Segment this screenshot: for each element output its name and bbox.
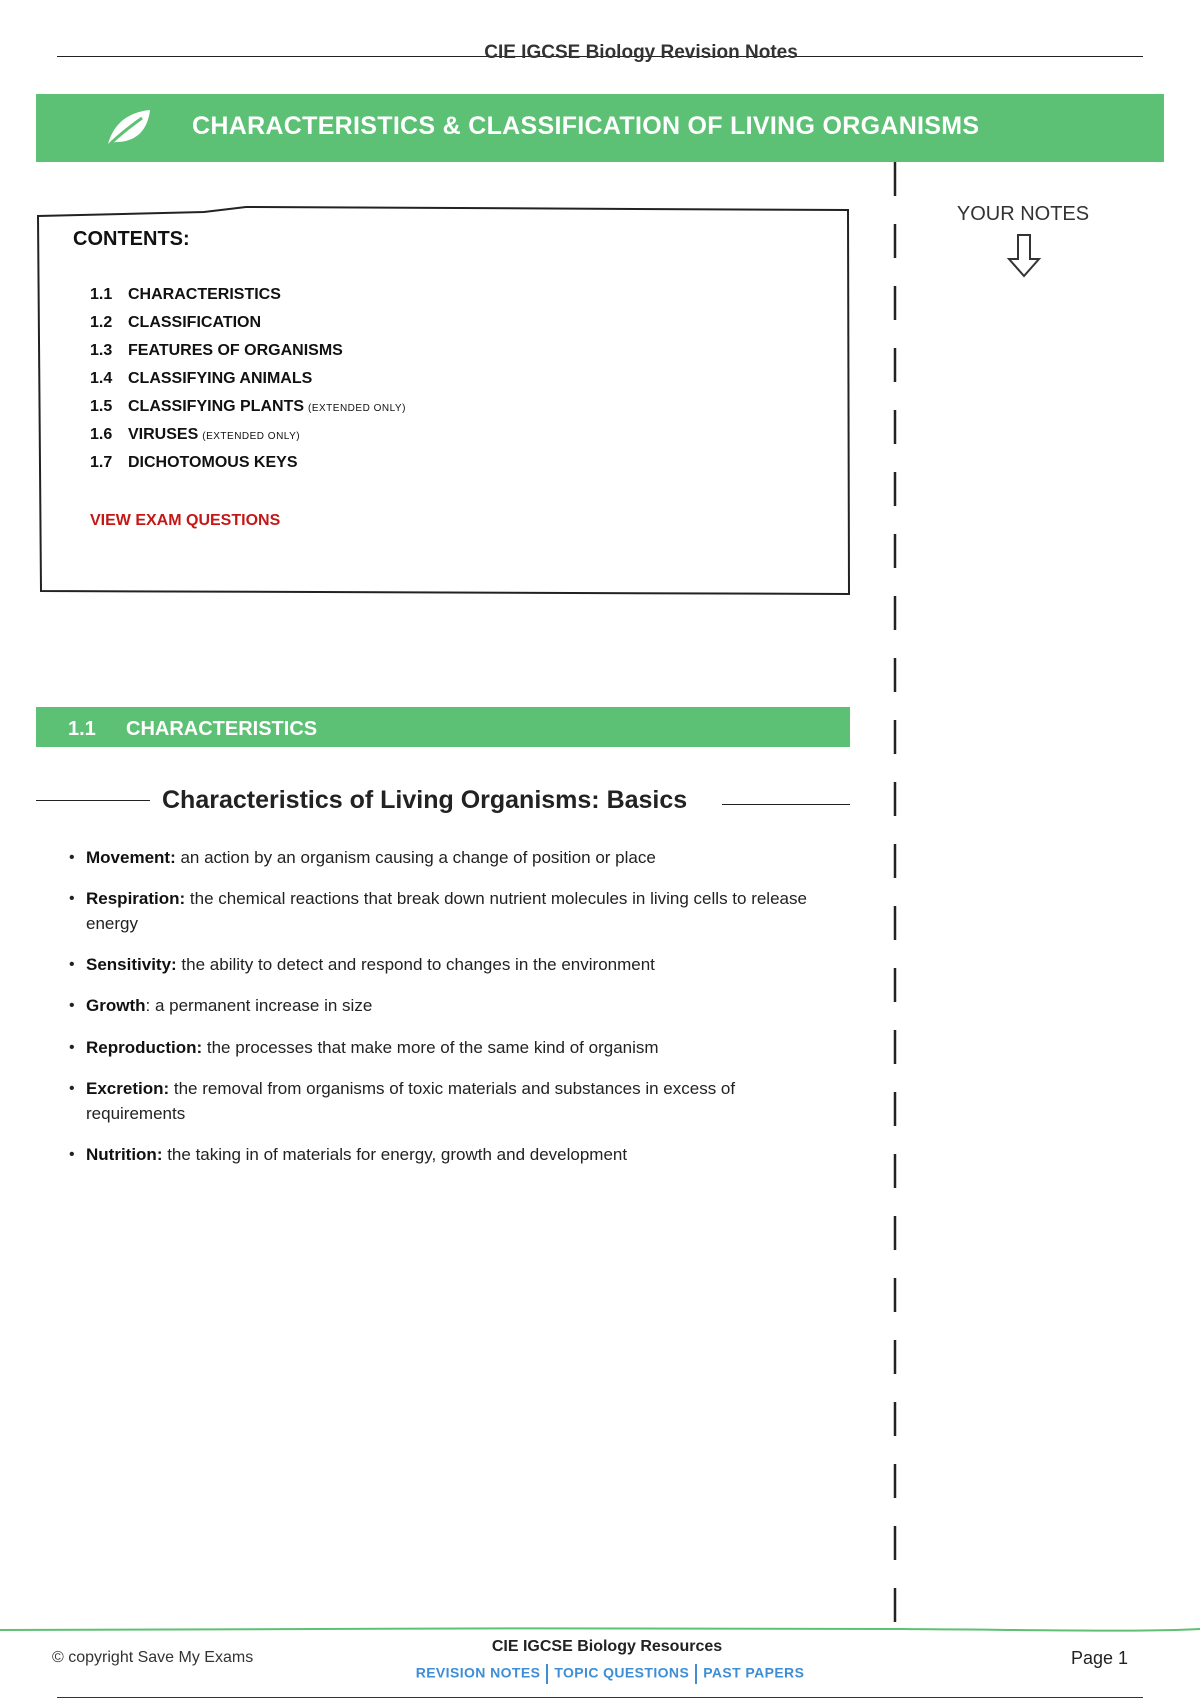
- bullet-text: : a permanent increase in size: [145, 996, 373, 1015]
- toc-item-label: DICHOTOMOUS KEYS: [128, 454, 298, 471]
- subheading-rule-left: [36, 800, 150, 801]
- bullet-term: Sensitivity:: [86, 955, 177, 974]
- bullet-text: the chemical reactions that break down nutrient molecules in living cells to release energy: [86, 889, 807, 933]
- footer-link-topic-questions[interactable]: TOPIC QUESTIONS: [554, 1664, 690, 1681]
- bullet-growth: [86, 993, 826, 1018]
- topic-title: CHARACTERISTICS & CLASSIFICATION OF LIVING ORGANISMS: [192, 112, 980, 140]
- bullet-term: Respiration:: [86, 889, 186, 908]
- toc-item-note: (EXTENDED ONLY): [308, 403, 406, 414]
- bullet-nutrition: [86, 1142, 826, 1167]
- bullet-text: the taking in of materials for energy, growth and development: [162, 1145, 628, 1164]
- toc-item-note: (EXTENDED ONLY): [202, 431, 301, 442]
- bullet-text: the removal from organisms of toxic materials and substances in excess of requirements: [86, 1079, 736, 1123]
- bullet-term: Reproduction:: [86, 1038, 203, 1057]
- toc-item-label: CHARACTERISTICS: [128, 286, 281, 303]
- subheading-rule-right: [722, 804, 850, 805]
- footer-link-revision-notes[interactable]: REVISION NOTES: [415, 1664, 541, 1681]
- subheading: Characteristics of Living Organisms: Basics: [162, 786, 688, 814]
- toc-item-label: FEATURES OF ORGANISMS: [128, 342, 343, 359]
- toc-item-number: 1.3: [90, 342, 113, 359]
- bullet-term: Movement:: [86, 848, 176, 867]
- toc-item-classifying-plants[interactable]: [90, 398, 406, 416]
- bullet-term: Growth: [86, 996, 146, 1015]
- footer-link-past-papers[interactable]: PAST PAPERS: [703, 1664, 805, 1681]
- bullet-term: Nutrition:: [86, 1145, 163, 1164]
- toc-item-features-of-organisms[interactable]: [90, 342, 343, 360]
- bullet-movement: [86, 845, 826, 870]
- toc-item-number: 1.4: [90, 370, 113, 387]
- view-exam-questions-link[interactable]: VIEW EXAM QUESTIONS: [90, 512, 281, 529]
- bullet-text: the processes that make more of the same kind of organism: [202, 1038, 659, 1057]
- section-title: CHARACTERISTICS: [126, 718, 318, 740]
- toc-item-classification[interactable]: [90, 314, 261, 332]
- footer-separator: [695, 1664, 697, 1684]
- footer-separator: [546, 1664, 548, 1684]
- page-number: Page 1: [1071, 1648, 1129, 1668]
- bullet-respiration: [86, 886, 826, 936]
- toc-item-number: 1.5: [90, 398, 113, 415]
- toc-item-label: CLASSIFYING ANIMALS: [128, 370, 313, 387]
- toc-item-label: CLASSIFICATION: [128, 314, 262, 331]
- down-arrow-icon: [1006, 233, 1042, 279]
- footer-links: [380, 1664, 840, 1684]
- bullet-term: Excretion:: [86, 1079, 170, 1098]
- running-header-title: CIE IGCSE Biology Revision Notes: [484, 42, 798, 63]
- footer-rule-top: [0, 1626, 1200, 1634]
- bullet-sensitivity: [86, 952, 826, 977]
- bullet-text: the ability to detect and respond to changes in the environment: [176, 955, 655, 974]
- footer-copyright: © copyright Save My Exams: [52, 1649, 254, 1666]
- toc-item-characteristics[interactable]: [90, 286, 281, 304]
- toc-item-classifying-animals[interactable]: [90, 370, 312, 388]
- section-number: 1.1: [68, 718, 96, 740]
- bullet-excretion: [86, 1076, 826, 1126]
- toc-item-label: VIRUSES: [128, 426, 199, 443]
- notes-divider: [893, 162, 897, 1632]
- bullet-text: an action by an organism causing a change of position or place: [175, 848, 656, 867]
- toc-item-label: CLASSIFYING PLANTS: [128, 398, 305, 415]
- your-notes-label: YOUR NOTES: [956, 203, 1090, 225]
- leaf-icon: [104, 106, 152, 148]
- bullet-reproduction: [86, 1035, 826, 1060]
- toc-item-number: 1.2: [90, 314, 113, 331]
- toc-item-dichotomous-keys[interactable]: [90, 454, 298, 472]
- footer-rule-bottom: [57, 1697, 1143, 1698]
- contents-title: CONTENTS:: [73, 228, 190, 250]
- footer-resources-title: CIE IGCSE Biology Resources: [491, 1638, 723, 1655]
- toc-item-number: 1.1: [90, 286, 113, 303]
- toc-item-number: 1.7: [90, 454, 113, 471]
- toc-item-number: 1.6: [90, 426, 113, 443]
- toc-item-viruses[interactable]: [90, 426, 300, 444]
